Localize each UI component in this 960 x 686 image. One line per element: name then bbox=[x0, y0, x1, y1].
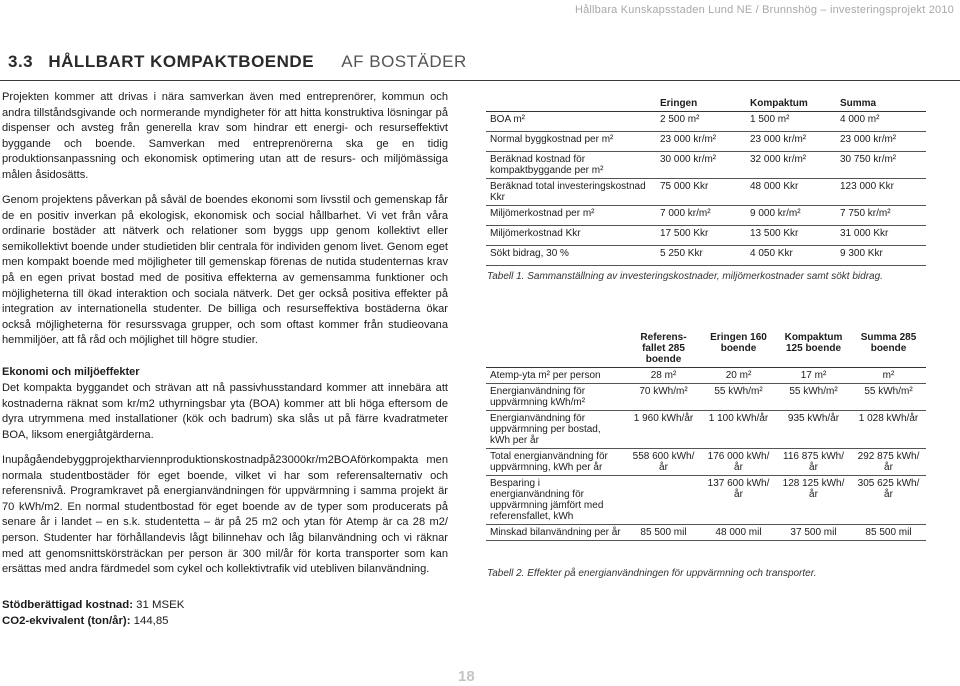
table-row: Atemp-yta m² per person 28 m² 20 m² 17 m² m² bbox=[486, 368, 926, 384]
t1-header: Kompaktum bbox=[746, 96, 836, 112]
heading-ekonomi: Ekonomi och miljöeffekter bbox=[2, 366, 140, 378]
table-row: Beräknad total investeringskostnad Kkr 75 000 Kkr 48 000 Kkr 123 000 Kkr bbox=[486, 179, 926, 206]
section-heading: HÅLLBART KOMPAKTBOENDE bbox=[48, 52, 315, 71]
table1-caption: Tabell 1. Sammanställning av investeringskostnader, miljömerkostnader samt sökt bidrag. bbox=[487, 271, 883, 282]
page-number: 18 bbox=[458, 668, 475, 685]
running-header: Hållbara Kunskapsstaden Lund NE / Brunnshög – investeringsprojekt 2010 bbox=[574, 4, 954, 16]
section-rule bbox=[0, 80, 960, 81]
co2-line: CO2-ekvivalent (ton/år): 144,85 bbox=[2, 614, 169, 627]
section-number: 3.3 bbox=[8, 52, 34, 71]
funding-line: Stödberättigad kostnad: 31 MSEK bbox=[2, 599, 185, 611]
body-paragraph-3: Det kompakta byggandet och strävan att nå passivhusstandard kommer att innebära att kostnaderna räknat som kr/m2 uthyrningsbar yta (BOA) kommer att bli höga eftersom de dyra utrymmena med installationer (kök och badrum) ska slås ut på färre kvadratmeter BOA, liksom energiåtgärderna. bbox=[2, 382, 448, 441]
energy-table bbox=[486, 330, 926, 541]
table-row: Beräknad kostnad för kompaktbyggande per m² 30 000 kr/m² 32 000 kr/m² 30 750 kr/m² bbox=[486, 152, 926, 179]
table-row: Energianvändning för uppvärmning kWh/m² 70 kWh/m² 55 kWh/m² 55 kWh/m² 55 kWh/m² bbox=[486, 384, 926, 411]
body-paragraph-1: Projekten kommer att drivas i nära samverkan även med entreprenörer, kommun och andra tillståndsgivande och normerande myndigheter för att hitta konstruktiva lösningar på dispenser och avsteg från generella krav som hindrar ett energi- och resurseffektivt byggande och boende. Samverkan med entreprenörerna ska ge en tidig produktionsanpassning och ekonomisk optimering utan att de resurs- och miljömässiga målen åsidosätts. bbox=[2, 91, 448, 181]
table-row: Total energianvändning för uppvärmning, kWh per år 558 600 kWh/år 176 000 kWh/år 116 875 kWh/år 292 875 kWh/ år bbox=[486, 449, 926, 476]
table-row: Sökt bidrag, 30 % 5 250 Kkr 4 050 Kkr 9 300 Kkr bbox=[486, 246, 926, 266]
project-facts bbox=[2, 598, 184, 629]
section-subtitle: AF BOSTÄDER bbox=[341, 52, 467, 71]
investment-table bbox=[486, 96, 926, 266]
t1-header: Eringen bbox=[656, 96, 746, 112]
t2-header-blank bbox=[486, 330, 626, 368]
body-paragraph-2: Genom projektens påverkan på såväl de boendes ekonomi som livsstil och gemenskap får de en positiv inverkan på ekologisk, ekonomisk och social hållbarhet. Vi vet från våra ordinarie bostäder att nätverk och relationer som byggs upp genom kollektivt eller semikollektivt boende under studietiden blir centrala för individen genom livet. Genom eget men kompakt boende med möjligheter till gemenskap förenas de nutida studenternas krav på en egen privat bostad med de positiva effekterna av gemensamma funktioner och möjligheterna till ökad interaktion och sociala nätverk. Det ger också positiva effekter på integration av internationella studenter. De billiga och resurseffektiva bostäderna ökar också möjligheterna för resurssvaga grupper, och som oftast kommer från studieovana hemmiljöer, att få råd och möjlighet till högre studier. bbox=[2, 194, 448, 347]
table-row: Besparing i energianvändning för uppvärmning jämfört med referensfallet, kWh 137 600 kWh/år 128 125 kWh/år 305 625 kWh/ år bbox=[486, 476, 926, 525]
table-row: Minskad bilanvändning per år 85 500 mil 48 000 mil 37 500 mil 85 500 mil bbox=[486, 525, 926, 541]
table-row: Miljömerkostnad per m² 7 000 kr/m² 9 000 kr/m² 7 750 kr/m² bbox=[486, 206, 926, 226]
table-row: Normal byggkostnad per m² 23 000 kr/m² 23 000 kr/m² 23 000 kr/m² bbox=[486, 132, 926, 152]
table-row: Miljömerkostnad Kkr 17 500 Kkr 13 500 Kkr 31 000 Kkr bbox=[486, 226, 926, 246]
t2-header: Eringen 160 boende bbox=[701, 330, 776, 368]
t2-header: Referens-fallet 285 boende bbox=[626, 330, 701, 368]
t2-header: Summa 285 boende bbox=[851, 330, 926, 368]
section-title bbox=[8, 52, 467, 72]
table-row: BOA m² 2 500 m² 1 500 m² 4 000 m² bbox=[486, 112, 926, 132]
t1-header-blank bbox=[486, 96, 656, 112]
table-row: Energianvändning för uppvärmning per bostad, kWh per år 1 960 kWh/år 1 100 kWh/år 935 kWh/år 1 028 kWh/år bbox=[486, 411, 926, 449]
t1-header: Summa bbox=[836, 96, 926, 112]
t2-header: Kompaktum 125 boende bbox=[776, 330, 851, 368]
table2-caption: Tabell 2. Effekter på energianvändningen för uppvärmning och transporter. bbox=[487, 568, 817, 579]
body-paragraph-4: Inupågåendebyggprojektharviennproduktionskostnadpå23000kr/m2BOAförkompakta men normala studentbostäder för eget boende, vilket vi har som referensalternativ och referensnivå. Programkravet på energianvändningen för uppvärmning i samma projekt är 70 kWh/m2. En normal studentbostad för eget boende av de typer som producerats på senare år i landet – en s.k. studentetta – är på 25 m2 och ytan för Atemp är ca 28 m2/ person. Studenter har förhållandevis lågt bilinnehav och låg bilanvändning och vi räknar med att genomsnittskörsträckan per person är 300 mil/år för korta transporter som kan ersättas med andra färdmedel som cykel och kollektivtrafik vid utebliven bilanvändning. bbox=[2, 454, 448, 576]
